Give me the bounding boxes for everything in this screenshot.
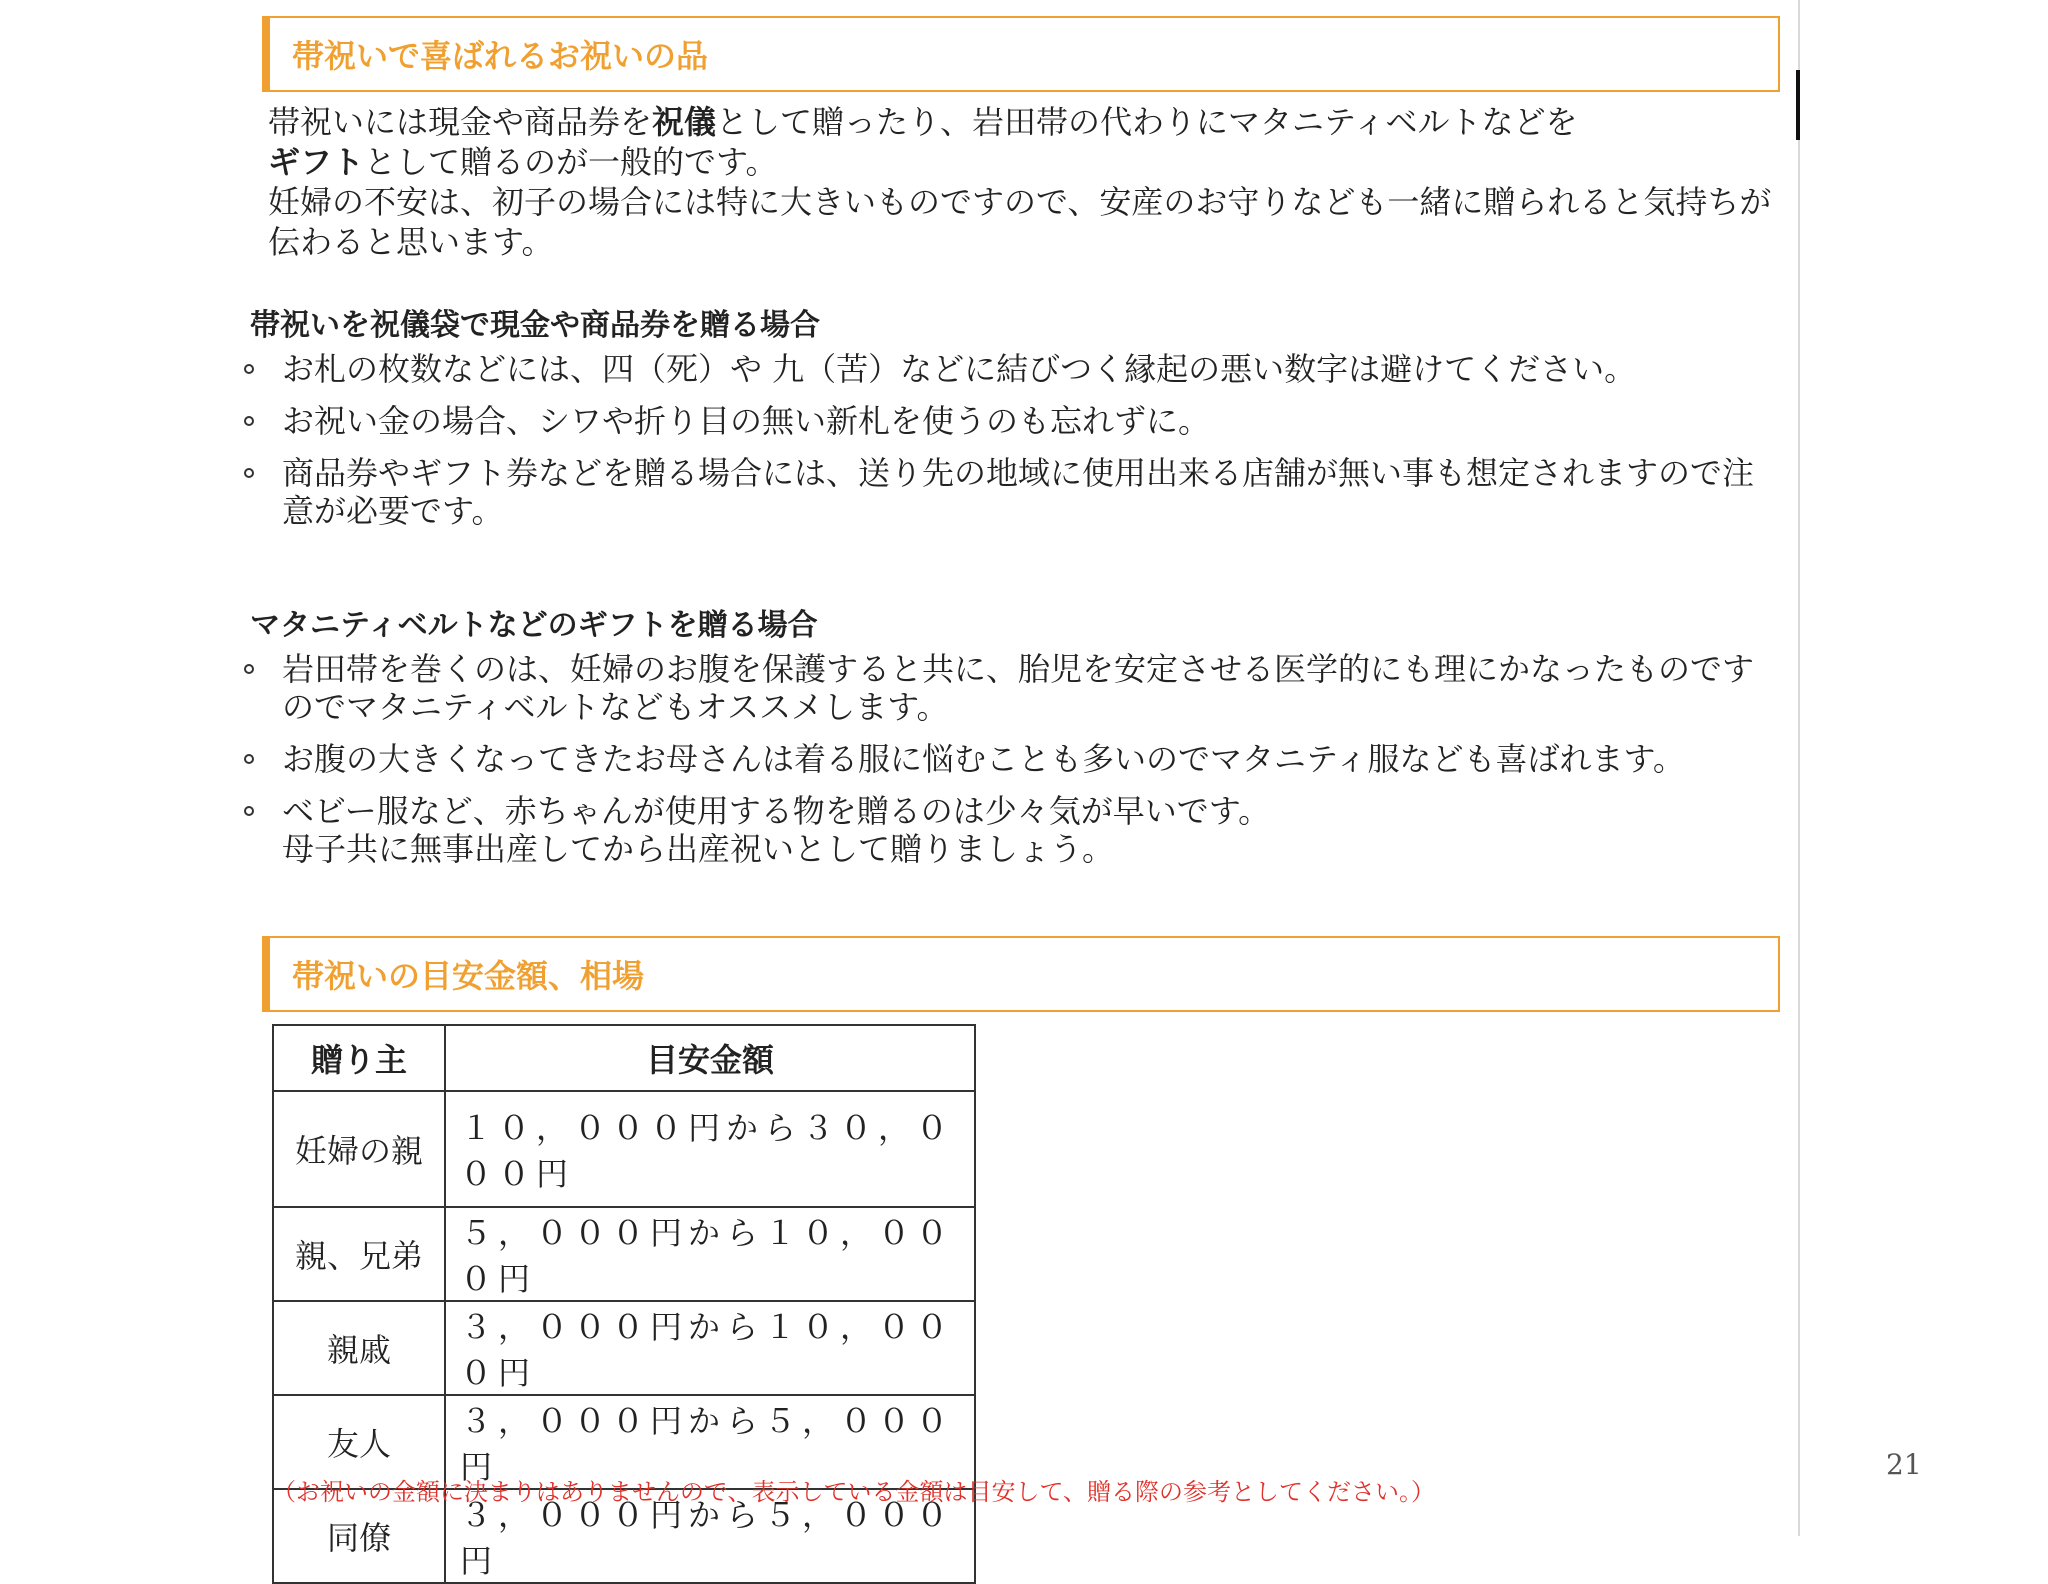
list-item	[240, 650, 1760, 726]
bullet-circle-icon	[244, 468, 254, 478]
page-edge-rule	[1798, 0, 1800, 1536]
section-heading-gifts	[262, 16, 1780, 92]
intro-bold-shugi: 祝儀	[652, 103, 717, 141]
table-row	[273, 1301, 975, 1395]
list-item	[240, 740, 1760, 778]
giver-cell: 同僚	[273, 1489, 445, 1583]
list-item-text: 商品券やギフト券などを贈る場合には、送り先の地域に使用出来る店舗が無い事も想定されますので注意が必要です。	[282, 454, 1755, 530]
bullet-circle-icon	[244, 416, 254, 426]
section-heading-amount-label: 帯祝いの目安金額、相場	[292, 957, 645, 995]
column-header-giver: 贈り主	[273, 1025, 445, 1091]
intro-text-1c: として贈るのが一般的です。	[364, 143, 778, 181]
intro-text-1b: として贈ったり、岩田帯の代わりにマタニティベルトなどを	[716, 103, 1578, 141]
bullet-circle-icon	[244, 806, 254, 816]
giver-cell: 友人	[273, 1395, 445, 1489]
list-item-text: 岩田帯を巻くのは、妊婦のお腹を保護すると共に、胎児を安定させる医学的にも理にかなったものですのでマタニティベルトなどもオススメします。	[282, 650, 1755, 726]
list-item	[240, 454, 1760, 530]
table-row	[273, 1207, 975, 1301]
amount-note: （お祝いの金額に決まりはありませんので、表示している金額は目安して、贈る際の参考としてください。）	[272, 1478, 1436, 1506]
amount-cell: １０，０００円から３０，０００円	[445, 1091, 975, 1207]
bullet-circle-icon	[244, 364, 254, 374]
section-heading-amount	[262, 936, 1780, 1012]
gift-tips-list	[240, 650, 1760, 882]
giver-cell: 親戚	[273, 1301, 445, 1395]
amount-cell: ５，０００円から１０，０００円	[445, 1207, 975, 1301]
page-number: 21	[1886, 1448, 1922, 1481]
amount-cell: ３，０００円から５，０００円	[445, 1395, 975, 1489]
list-item-text: お祝い金の場合、シワや折り目の無い新札を使うのも忘れずに。	[282, 402, 1211, 440]
intro-paragraph-1	[268, 102, 1788, 182]
list-item-text: お腹の大きくなってきたお母さんは着る服に悩むことも多いのでマタニティ服なども喜ばれます。	[282, 740, 1685, 778]
cash-tips-list	[240, 350, 1760, 544]
subheading-gift: マタニティベルトなどのギフトを贈る場合	[250, 608, 818, 643]
intro-text-1a: 帯祝いには現金や商品券を	[268, 103, 653, 141]
amount-cell: ３，０００円から１０，０００円	[445, 1301, 975, 1395]
table-header-row	[273, 1025, 975, 1091]
column-header-amount: 目安金額	[445, 1025, 975, 1091]
subheading-cash: 帯祝いを祝儀袋で現金や商品券を贈る場合	[250, 308, 820, 343]
bullet-circle-icon	[244, 664, 254, 674]
table-row	[273, 1091, 975, 1207]
list-item	[240, 350, 1760, 388]
list-item-text: ベビー服など、赤ちゃんが使用する物を贈るのは少々気が早いです。 母子共に無事出産してから出産祝いとして贈りましょう。	[282, 792, 1271, 868]
amount-cell: ３，０００円から５，０００円	[445, 1489, 975, 1583]
intro-paragraph-2: 妊婦の不安は、初子の場合には特に大きいものですので、安産のお守りなども一緒に贈られると気持ちが伝わると思います。	[268, 183, 1772, 261]
giver-cell: 親、兄弟	[273, 1207, 445, 1301]
section-heading-gifts-label: 帯祝いで喜ばれるお祝いの品	[292, 37, 709, 75]
list-item-text: お札の枚数などには、四（死）や 九（苦）などに結びつく縁起の悪い数字は避けてください。	[282, 350, 1637, 388]
page-edge-marker	[1796, 70, 1800, 140]
bullet-circle-icon	[244, 754, 254, 764]
intro-bold-gift: ギフト	[268, 143, 365, 181]
list-item	[240, 402, 1760, 440]
giver-cell: 妊婦の親	[273, 1091, 445, 1207]
list-item	[240, 792, 1760, 868]
